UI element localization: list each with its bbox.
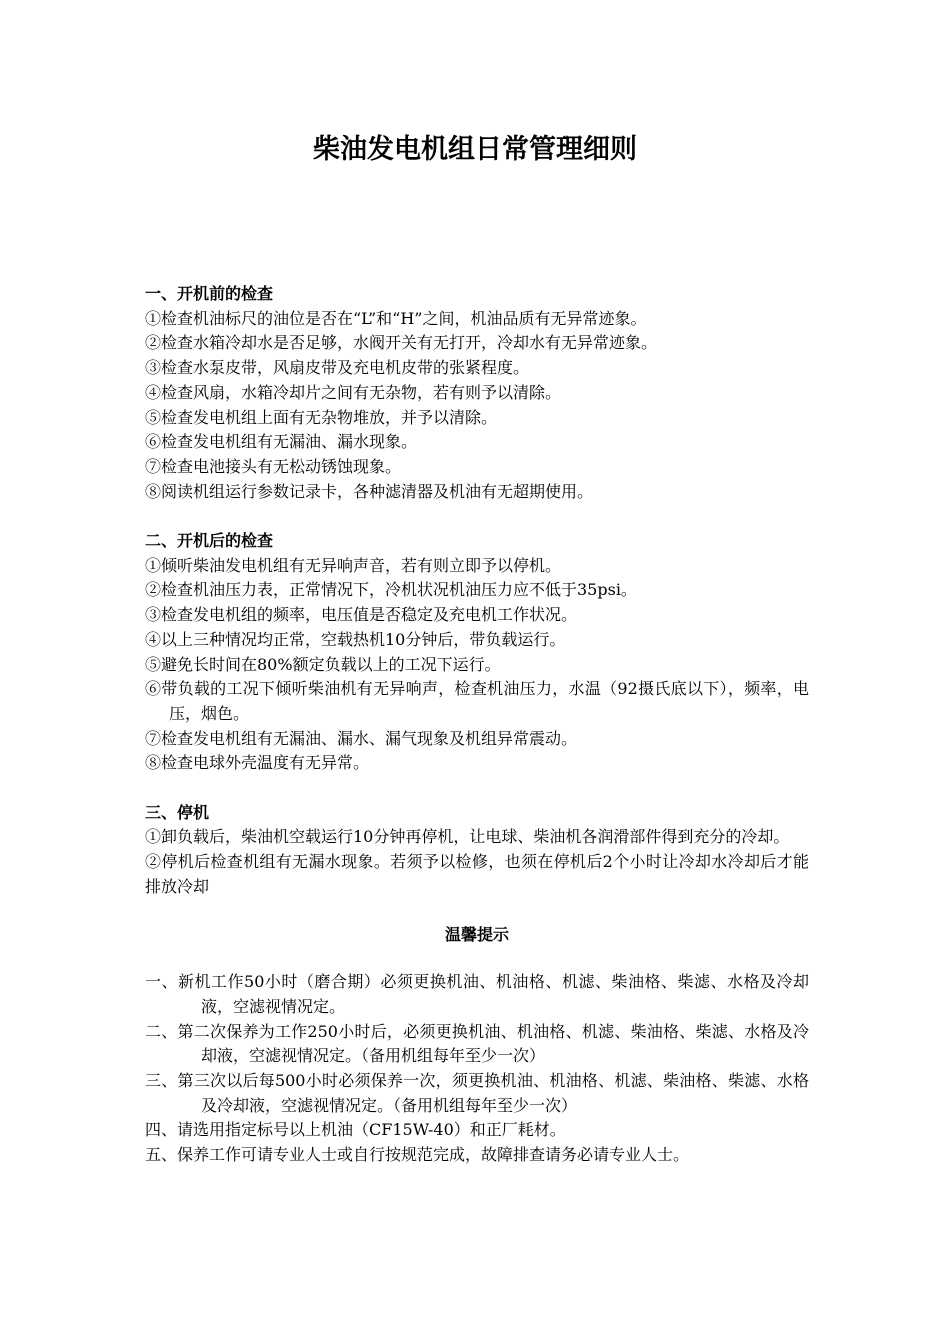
tip-item: 二、第二次保养为工作250小时后，必须更换机油、机油格、机滤、柴油格、柴滤、水格及冷却液，空滤视情况定。（备用机组每年至少一次） <box>145 1021 809 1066</box>
check-item: ①倾听柴油发电机组有无异响声音，若有则立即予以停机。 <box>145 555 562 575</box>
shutdown-item: ②停机后检查机组有无漏水现象。若须予以检修，也须在停机后2个小时让冷却水冷却后才能排放冷却 <box>145 852 809 896</box>
check-item: ⑦检查电池接头有无松动锈蚀现象。 <box>145 456 402 476</box>
spacer <box>145 900 809 923</box>
document-title: 柴油发电机组日常管理细则 <box>313 134 637 165</box>
check-item: ⑤避免长时间在80%额定负载以上的工况下运行。 <box>145 654 501 674</box>
tip-item: 三、第三次以后每500小时必须保养一次，须更换机油、机油格、机滤、柴油格、柴滤、水格及冷却液，空滤视情况定。（备用机组每年至少一次） <box>145 1071 809 1115</box>
check-item: ②检查机油压力表，正常情况下，冷机状况机油压力应不低于35psi。 <box>145 580 637 600</box>
tip-item: 一、新机工作50小时（磨合期）必须更换机油、机油格、机滤、柴油格、柴滤、水格及冷却液，空滤视情况定。 <box>145 972 809 1016</box>
check-item: ⑧检查电球外壳温度有无异常。 <box>145 753 370 773</box>
check-item: ⑦检查发电机组有无漏油、漏水、漏气现象及机组异常震动。 <box>145 728 578 748</box>
spacer <box>145 504 809 529</box>
tip-item: 五、保养工作可请专业人士或自行按规范完成，故障排查请务必请专业人士。 <box>145 1145 690 1165</box>
spacer <box>145 776 809 801</box>
check-item: ⑤检查发电机组上面有无杂物堆放，并予以清除。 <box>145 407 498 427</box>
shutdown-item: ①卸负载后，柴油机空载运行10分钟再停机，让电球、柴油机各润滑部件得到充分的冷却。 <box>145 827 790 847</box>
document-body <box>145 282 809 1168</box>
check-item: ⑥检查发电机组有无漏油、漏水现象。 <box>145 432 418 452</box>
check-item: ④检查风扇，水箱冷却片之间有无杂物，若有则予以清除。 <box>145 382 562 402</box>
check-item: ⑧阅读机组运行参数记录卡，各种滤清器及机油有无超期使用。 <box>145 481 594 501</box>
check-item: ①检查机油标尺的油位是否在“L”和“H”之间，机油品质有无异常迹象。 <box>145 308 647 328</box>
tip-item: 四、请选用指定标号以上机油（CF15W-40）和正厂耗材。 <box>145 1120 566 1140</box>
tips-heading: 温馨提示 <box>444 924 509 944</box>
section-heading-pre-start: 一、开机前的检查 <box>145 284 274 303</box>
section-heading-shutdown: 三、停机 <box>145 802 210 822</box>
check-item: ③检查发电机组的频率，电压值是否稳定及充电机工作状况。 <box>145 605 578 625</box>
section-heading-post-start: 二、开机后的检查 <box>145 531 274 550</box>
check-item: ④以上三种情况均正常，空载热机10分钟后，带负载运行。 <box>145 629 566 649</box>
spacer <box>145 947 809 970</box>
check-item: ②检查水箱冷却水是否足够，水阀开关有无打开，冷却水有无异常迹象。 <box>145 333 658 353</box>
check-item: ③检查水泵皮带，风扇皮带及充电机皮带的张紧程度。 <box>145 358 530 378</box>
check-item: ⑥带负载的工况下倾听柴油机有无异响声，检查机油压力，水温（92摄氏底以下），频率，电压，烟色。 <box>145 679 809 723</box>
